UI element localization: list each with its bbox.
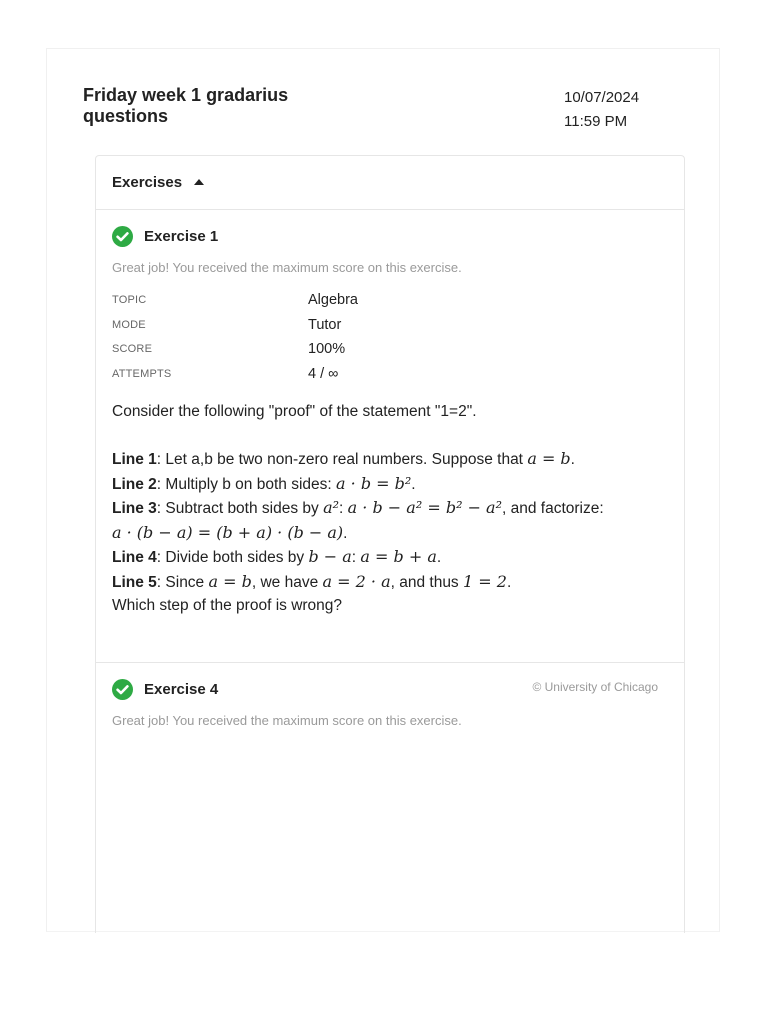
due-date-day: 10/07/2024 <box>564 89 640 106</box>
meta-key: SCORE <box>112 343 153 356</box>
meta-value: Algebra <box>308 292 358 309</box>
line-text: , and factorize: <box>502 500 604 517</box>
math-expr: b − a <box>308 547 352 566</box>
question-text <box>112 400 668 618</box>
line-text: : Multiply b on both sides: <box>156 475 337 493</box>
math-expr: a² <box>323 498 340 517</box>
exercise-feedback: Great job! You received the maximum score on this exercise. <box>112 713 462 728</box>
exercise-header[interactable] <box>112 210 668 248</box>
exercise-name: Exercise 4 <box>144 680 219 698</box>
exercises-panel <box>95 155 685 933</box>
line-text: , we have <box>251 573 323 591</box>
due-date-time: 11:59 PM <box>564 113 628 130</box>
math-expr: a = 2 · a <box>322 571 391 591</box>
meta-row-score <box>112 337 668 362</box>
meta-row-mode <box>112 313 668 338</box>
proof-line-2: Line 2: Multiply b on both sides: a · b = b². <box>112 473 416 493</box>
math-expr: a = b + a <box>360 547 437 566</box>
exercise-header[interactable] <box>112 663 668 701</box>
assignment-card <box>46 48 720 932</box>
meta-value: 4 / ∞ <box>308 365 339 382</box>
math-expr: a = b <box>527 449 571 468</box>
math-expr: a = b <box>208 571 252 591</box>
exercise-name: Exercise 1 <box>144 227 219 245</box>
meta-row-attempts <box>112 362 668 387</box>
check-circle-icon <box>112 679 133 700</box>
due-date <box>564 86 639 134</box>
line-text: : Divide both sides by <box>156 549 309 566</box>
exercise-meta <box>112 288 668 386</box>
meta-row-topic <box>112 288 668 313</box>
math-expr: 1 = 2 <box>463 571 507 591</box>
question-closing: Which step of the proof is wrong? <box>112 597 343 614</box>
spacer <box>112 424 668 448</box>
line-text: : <box>339 500 348 517</box>
line-label: Line 1 <box>112 451 157 468</box>
meta-value: 100% <box>308 341 346 358</box>
meta-key: TOPIC <box>112 294 147 307</box>
line-label: Line 3 <box>112 500 157 517</box>
math-expr: a · (b − a) = (b + a) · (b − a) <box>112 522 344 542</box>
proof-line-3: Line 3: Subtract both sides by a²: a · b − a² = b² − a², and factorize: a · (b − a) = (b + a) · (b − a). <box>112 498 604 542</box>
line-label: Line 4 <box>112 549 157 566</box>
exercises-header-label: Exercises <box>112 174 183 191</box>
exercise-feedback: Great job! You received the maximum score on this exercise. <box>112 260 462 275</box>
line-text: : Since <box>156 573 209 591</box>
assignment-title: Friday week 1 gradarius questions <box>83 85 289 126</box>
meta-key: MODE <box>112 318 146 331</box>
line-label: Line 2 <box>112 475 157 493</box>
line-label: Line 5 <box>112 573 157 591</box>
math-expr: a · b = b² <box>336 473 412 493</box>
line-text: : Let a,b be two non-zero real numbers. Suppose that <box>156 451 528 468</box>
proof-line-1: Line 1: Let a,b be two non-zero real numbers. Suppose that a = b. <box>112 449 575 468</box>
proof-line-4: Line 4: Divide both sides by b − a: a = b + a. <box>112 547 442 566</box>
proof-line-5: Line 5: Since a = b, we have a = 2 · a, and thus 1 = 2. <box>112 571 512 591</box>
question-intro: Consider the following "proof" of the statement "1=2". <box>112 403 477 420</box>
exercises-toggle[interactable] <box>96 156 684 210</box>
line-text: , and thus <box>390 573 463 591</box>
line-text: : <box>351 549 361 566</box>
line-text: : Subtract both sides by <box>156 500 324 517</box>
check-circle-icon <box>112 226 133 247</box>
meta-value: Tutor <box>308 316 342 333</box>
exercise-item <box>96 663 684 783</box>
copyright-notice: © University of Chicago <box>532 680 658 694</box>
meta-key: ATTEMPTS <box>112 367 172 380</box>
math-expr: a · b − a² = b² − a² <box>347 498 503 517</box>
caret-up-icon <box>194 179 204 185</box>
